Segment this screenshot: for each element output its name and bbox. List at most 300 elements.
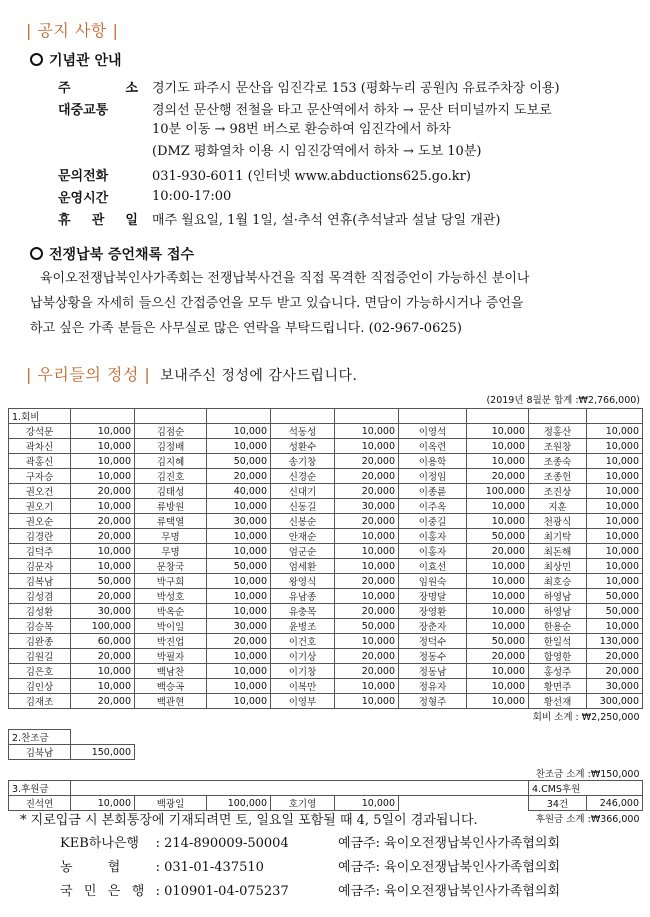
donor-name: 한용순	[529, 619, 587, 634]
donor-amount: 100,000	[207, 796, 271, 811]
donor-name: 이기상	[271, 649, 335, 664]
donor-amount: 20,000	[335, 649, 399, 664]
info-value: 경기도 파주시 문산읍 임진각로 153 (평화누리 공원內 유료주차장 이용)	[152, 80, 560, 96]
bank-account: 214-890009-50004	[164, 836, 289, 851]
donor-amount: 20,000	[335, 664, 399, 679]
donor-name: 신대기	[271, 484, 335, 499]
donor-name: 이복만	[271, 679, 335, 694]
donor-amount: 10,000	[467, 589, 529, 604]
support-subtotal: 후원금 소계 :₩366,000	[535, 814, 640, 825]
donor-name: 이정임	[399, 469, 467, 484]
donor-amount: 20,000	[71, 649, 135, 664]
donor-name: 최기탁	[529, 529, 587, 544]
donor-amount: 20,000	[207, 469, 271, 484]
donor-name: 박옥순	[135, 604, 207, 619]
bank-name: KEB하나은행 :	[60, 836, 160, 851]
donor-amount: 10,000	[467, 619, 529, 634]
donor-amount: 10,000	[335, 559, 399, 574]
donor-name: 신경순	[271, 469, 335, 484]
empty-cell	[335, 730, 399, 745]
table-row	[9, 544, 643, 559]
donor-name: 백광일	[135, 796, 207, 811]
cms-label: 4.CMS후원	[529, 781, 643, 796]
table-row	[9, 514, 643, 529]
donor-amount: 10,000	[587, 439, 643, 454]
donor-name: 지훈	[529, 499, 587, 514]
donor-amount: 50,000	[335, 619, 399, 634]
donor-name: 이홍자	[399, 529, 467, 544]
donor-amount: 10,000	[587, 454, 643, 469]
donor-amount: 10,000	[467, 514, 529, 529]
donor-amount: 10,000	[335, 439, 399, 454]
donor-name: 엄군순	[271, 544, 335, 559]
donor-name: 정동수	[399, 649, 467, 664]
donor-amount: 20,000	[467, 469, 529, 484]
donor-name: 권오순	[9, 514, 71, 529]
donor-name: 신동길	[271, 499, 335, 514]
donor-name: 임원숙	[399, 574, 467, 589]
transport-continued: 10분 이동 → 98번 버스로 환승하여 임진각에서 하차	[152, 122, 451, 137]
donor-amount: 10,000	[467, 694, 529, 709]
empty-cell	[71, 730, 135, 745]
donor-amount: 10,000	[587, 529, 643, 544]
donor-amount: 10,000	[335, 424, 399, 439]
donor-amount: 10,000	[207, 604, 271, 619]
bank-holder: 예금주: 육이오전쟁납북인사가족협의회	[338, 884, 560, 899]
info-label: 대중교통	[58, 102, 109, 118]
table-row	[9, 619, 643, 634]
paragraph-line: 납북상황을 자세히 들으신 간접증언을 모두 받고 있습니다. 면담이 가능하시거나 증언을	[30, 296, 524, 311]
donor-name: 김재조	[9, 694, 71, 709]
bank-row	[60, 856, 560, 875]
donor-name: 류택열	[135, 514, 207, 529]
donor-amount: 10,000	[467, 439, 529, 454]
donor-name: 정덕수	[399, 634, 467, 649]
donor-name: 엄세환	[271, 559, 335, 574]
donor-amount: 10,000	[71, 559, 135, 574]
donor-name: 장춘자	[399, 619, 467, 634]
donor-amount: 30,000	[587, 679, 643, 694]
circle-bullet-icon	[30, 53, 43, 66]
bank-account: 010901-04-075237	[164, 884, 289, 899]
donor-amount: 10,000	[207, 529, 271, 544]
info-label: 운영시간	[58, 190, 109, 206]
donor-amount: 10,000	[71, 454, 135, 469]
donor-amount: 10,000	[467, 679, 529, 694]
empty-cell	[529, 745, 587, 760]
empty-cell	[399, 781, 467, 796]
empty-cell	[135, 730, 207, 745]
donor-amount: 20,000	[335, 574, 399, 589]
info-value: 031-930-6011 (인터넷 www.abductions625.go.kr)	[152, 168, 471, 184]
donor-amount: 10,000	[587, 574, 643, 589]
donor-name: 이기창	[271, 664, 335, 679]
testimony-paragraph	[30, 266, 620, 341]
donor-amount: 20,000	[71, 514, 135, 529]
donor-amount: 10,000	[467, 454, 529, 469]
donation-total: (2019년 8월분 합계 :₩2,766,000)	[486, 395, 640, 406]
empty-cell	[467, 745, 529, 760]
donations-subtitle: 보내주신 정성에 감사드립니다.	[160, 368, 358, 384]
info-row-address	[58, 75, 638, 97]
donor-name: 호기영	[271, 796, 335, 811]
table-row	[9, 484, 643, 499]
donor-amount: 10,000	[335, 796, 399, 811]
empty-cell	[271, 781, 335, 796]
donor-name: 김성환	[9, 604, 71, 619]
donor-amount: 10,000	[71, 469, 135, 484]
donor-amount: 100,000	[71, 619, 135, 634]
donor-amount: 40,000	[207, 484, 271, 499]
table-row	[9, 694, 643, 709]
donor-name: 이옥련	[399, 439, 467, 454]
donor-amount: 50,000	[467, 634, 529, 649]
donor-name: 권오기	[9, 499, 71, 514]
donor-name: 장명달	[399, 589, 467, 604]
paragraph-line: 육이오전쟁납북인사가족회는 전쟁납북사건을 직접 목격한 직접증언이 가능하신 분이나	[40, 271, 530, 286]
transport-continued: (DMZ 평화열차 이용 시 임진강역에서 하차 → 도보 10분)	[152, 144, 482, 159]
table-row	[9, 679, 643, 694]
donor-name: 윤병조	[271, 619, 335, 634]
subtotal-row	[9, 766, 643, 781]
donor-name: 류방원	[135, 499, 207, 514]
donor-amount: 10,000	[587, 544, 643, 559]
donor-amount: 10,000	[467, 604, 529, 619]
empty-cell	[467, 781, 529, 796]
table-row	[9, 589, 643, 604]
testimony-heading	[30, 244, 194, 264]
donor-name: 이영부	[271, 694, 335, 709]
info-label: 휴 관 일	[58, 212, 138, 228]
empty-cell	[587, 745, 643, 760]
testimony-heading-text: 전쟁납북 증언채록 접수	[49, 247, 194, 263]
donor-amount: 10,000	[207, 679, 271, 694]
donor-name: 김완종	[9, 634, 71, 649]
donor-name: 유충목	[271, 604, 335, 619]
group-label-row	[9, 409, 643, 424]
donor-name: 강석문	[9, 424, 71, 439]
empty-cell	[71, 781, 135, 796]
info-value: 10:00-17:00	[152, 188, 232, 204]
donor-amount: 20,000	[71, 694, 135, 709]
donor-amount: 20,000	[335, 514, 399, 529]
group-label: 3.후원금	[9, 781, 71, 796]
donor-amount: 20,000	[467, 544, 529, 559]
donor-name: 김진호	[135, 469, 207, 484]
donor-name: 왕영식	[271, 574, 335, 589]
donor-name: 김정배	[135, 439, 207, 454]
donor-name: 최호승	[529, 574, 587, 589]
donor-name: 박진업	[135, 634, 207, 649]
donor-amount: 20,000	[467, 649, 529, 664]
donor-name: 이효선	[399, 559, 467, 574]
donor-amount: 10,000	[467, 664, 529, 679]
donor-name: 천광식	[529, 514, 587, 529]
donor-amount: 100,000	[467, 484, 529, 499]
empty-cell	[271, 730, 335, 745]
donor-amount: 50,000	[587, 604, 643, 619]
donor-amount: 10,000	[71, 796, 135, 811]
donor-amount: 60,000	[71, 634, 135, 649]
empty-cell	[207, 745, 271, 760]
donor-name: 한일석	[529, 634, 587, 649]
empty-cell	[529, 730, 587, 745]
donor-name: 조종숙	[529, 454, 587, 469]
empty-cell	[529, 409, 587, 424]
donor-name: 문창국	[135, 559, 207, 574]
donor-amount: 30,000	[335, 499, 399, 514]
donor-name: 조종헌	[529, 469, 587, 484]
table-row	[9, 439, 643, 454]
info-label: 문의전화	[58, 168, 109, 184]
donor-amount: 130,000	[587, 634, 643, 649]
donor-amount: 10,000	[467, 499, 529, 514]
donor-name: 김인상	[9, 679, 71, 694]
donor-amount: 10,000	[71, 544, 135, 559]
donor-amount: 10,000	[71, 664, 135, 679]
donor-name: 김경란	[9, 529, 71, 544]
donor-amount: 30,000	[207, 514, 271, 529]
donor-amount: 30,000	[71, 604, 135, 619]
donor-amount: 300,000	[587, 694, 643, 709]
donor-amount: 10,000	[467, 424, 529, 439]
donor-name: 최상민	[529, 559, 587, 574]
cms-count: 34건	[529, 796, 587, 811]
donor-amount: 10,000	[335, 694, 399, 709]
empty-cell	[335, 409, 399, 424]
donor-amount: 10,000	[587, 469, 643, 484]
donor-name: 김승목	[9, 619, 71, 634]
bank-holder: 예금주: 육이오전쟁납북인사가족협의회	[338, 836, 560, 851]
donor-amount: 10,000	[207, 544, 271, 559]
empty-cell	[71, 409, 135, 424]
donor-amount: 10,000	[71, 499, 135, 514]
donor-name: 권오건	[9, 484, 71, 499]
donor-name: 곽홍신	[9, 454, 71, 469]
donor-amount: 10,000	[207, 694, 271, 709]
table-row	[9, 469, 643, 484]
donor-amount: 10,000	[335, 529, 399, 544]
donor-name: 유남종	[271, 589, 335, 604]
donor-name: 무명	[135, 544, 207, 559]
table-row	[9, 649, 643, 664]
donor-amount: 50,000	[587, 589, 643, 604]
bank-name: 국 민 은 행 :	[60, 884, 160, 899]
empty-cell	[335, 781, 399, 796]
empty-cell	[271, 745, 335, 760]
donor-amount: 20,000	[335, 469, 399, 484]
donor-amount: 10,000	[207, 424, 271, 439]
donor-amount: 10,000	[587, 484, 643, 499]
donor-name: 박이일	[135, 619, 207, 634]
donor-name: 하영남	[529, 589, 587, 604]
donor-name: 백승곡	[135, 679, 207, 694]
donor-amount: 20,000	[71, 529, 135, 544]
empty-cell	[135, 781, 207, 796]
donations-title	[26, 362, 357, 385]
donor-amount: 10,000	[335, 634, 399, 649]
donor-name: 함영한	[529, 649, 587, 664]
group-label: 2.찬조금	[9, 730, 71, 745]
table-row	[9, 559, 643, 574]
table-row	[9, 604, 643, 619]
memorial-heading	[30, 50, 122, 70]
donor-amount: 10,000	[587, 499, 643, 514]
donor-name: 김성겸	[9, 589, 71, 604]
donor-name: 김문자	[9, 559, 71, 574]
footer	[20, 808, 478, 834]
donor-amount: 20,000	[335, 454, 399, 469]
donor-amount: 10,000	[207, 574, 271, 589]
bank-name: 농 협 :	[60, 860, 160, 875]
donor-name: 황면주	[529, 679, 587, 694]
donor-amount: 10,000	[467, 574, 529, 589]
donor-name: 성환수	[271, 439, 335, 454]
bank-holder: 예금주: 육이오전쟁납북인사가족협의회	[338, 860, 560, 875]
table-row	[9, 574, 643, 589]
donor-name: 안재순	[271, 529, 335, 544]
table-row	[9, 529, 643, 544]
donor-amount: 20,000	[335, 484, 399, 499]
empty-cell	[335, 745, 399, 760]
table-row	[9, 664, 643, 679]
memorial-heading-text: 기념관 안내	[49, 53, 122, 69]
table-row	[9, 424, 643, 439]
empty-cell	[399, 730, 467, 745]
empty-cell	[399, 409, 467, 424]
donation-table	[8, 408, 643, 825]
donor-name: 백남찬	[135, 664, 207, 679]
memorial-info	[58, 75, 638, 229]
donor-name: 김지혜	[135, 454, 207, 469]
donor-name: 김은호	[9, 664, 71, 679]
donor-name: 황선재	[529, 694, 587, 709]
group-label: 1.회비	[9, 409, 71, 424]
donor-amount: 20,000	[587, 664, 643, 679]
donor-amount: 10,000	[207, 664, 271, 679]
circle-bullet-icon	[30, 247, 43, 260]
donor-amount: 10,000	[335, 544, 399, 559]
empty-cell	[135, 409, 207, 424]
donor-name: 김북남	[9, 745, 71, 760]
donor-name: 김원길	[9, 649, 71, 664]
donor-name: 김태성	[135, 484, 207, 499]
bank-row	[60, 832, 560, 851]
donor-amount: 10,000	[467, 559, 529, 574]
empty-cell	[135, 745, 207, 760]
empty-cell	[399, 745, 467, 760]
donor-name: 무명	[135, 529, 207, 544]
info-row-closed	[58, 207, 638, 229]
donor-amount: 20,000	[335, 604, 399, 619]
donor-amount: 10,000	[587, 619, 643, 634]
donor-amount: 10,000	[207, 499, 271, 514]
donor-name: 신봉순	[271, 514, 335, 529]
cms-amount: 246,000	[587, 796, 643, 811]
table-row	[9, 634, 643, 649]
donor-amount: 10,000	[587, 514, 643, 529]
donor-name: 조원창	[529, 439, 587, 454]
group-label-row	[9, 730, 643, 745]
info-row-phone	[58, 163, 638, 185]
donor-amount: 10,000	[335, 679, 399, 694]
donor-name: 이중길	[399, 514, 467, 529]
donor-name: 정홍산	[529, 424, 587, 439]
table-row	[9, 454, 643, 469]
paragraph-line: 하고 싶은 가족 분들은 사무실로 많은 연락을 부탁드립니다. (02-967-0625)	[30, 321, 462, 336]
info-label: 주 소	[58, 80, 138, 96]
donor-name: 진석연	[9, 796, 71, 811]
donor-amount: 20,000	[71, 484, 135, 499]
donor-amount: 150,000	[71, 745, 135, 760]
empty-cell	[587, 409, 643, 424]
donor-name: 하영남	[529, 604, 587, 619]
donor-name: 박구희	[135, 574, 207, 589]
donor-amount: 10,000	[71, 679, 135, 694]
donor-name: 정유자	[399, 679, 467, 694]
membership-subtotal: 회비 소계 : ₩2,250,000	[532, 712, 640, 723]
donor-name: 김복남	[9, 574, 71, 589]
donor-name: 이종륜	[399, 484, 467, 499]
info-row-transport	[58, 97, 638, 119]
donor-name: 박성호	[135, 589, 207, 604]
donor-name: 조진상	[529, 484, 587, 499]
donor-name: 김점순	[135, 424, 207, 439]
donor-amount: 50,000	[71, 574, 135, 589]
donor-amount: 10,000	[587, 559, 643, 574]
donor-name: 김덕주	[9, 544, 71, 559]
donor-name: 정동남	[399, 664, 467, 679]
bank-account: 031-01-437510	[164, 860, 264, 875]
notice-title: | 공지 사항 |	[26, 21, 119, 40]
donor-name: 이주옥	[399, 499, 467, 514]
giro-note: * 지로입금 시 본회통장에 기재되려면 토, 일요일 포함될 때 4, 5일이 경과됩니다.	[20, 813, 478, 828]
info-row-hours	[58, 185, 638, 207]
empty-cell	[467, 730, 529, 745]
info-value: 경의선 문산행 전철을 타고 문산역에서 하차 → 문산 터미널까지 도보로	[152, 102, 552, 118]
donor-name: 석동성	[271, 424, 335, 439]
donor-amount: 10,000	[207, 439, 271, 454]
bank-row	[60, 880, 560, 899]
donor-name: 구자승	[9, 469, 71, 484]
donor-name: 곽차신	[9, 439, 71, 454]
donor-amount: 10,000	[587, 424, 643, 439]
donor-name: 이홍자	[399, 544, 467, 559]
donor-amount: 20,000	[71, 589, 135, 604]
empty-cell	[467, 409, 529, 424]
donor-amount: 10,000	[207, 649, 271, 664]
table-row	[9, 499, 643, 514]
sponsor-subtotal: 찬조금 소계 :₩150,000	[535, 769, 640, 780]
donor-amount: 20,000	[587, 649, 643, 664]
donor-amount: 10,000	[207, 589, 271, 604]
donor-name: 이용학	[399, 454, 467, 469]
donor-amount: 50,000	[207, 559, 271, 574]
donor-name: 최돈해	[529, 544, 587, 559]
empty-cell	[587, 730, 643, 745]
donor-name: 송기창	[271, 454, 335, 469]
donor-name: 이건호	[271, 634, 335, 649]
donor-name: 백관현	[135, 694, 207, 709]
donor-amount: 10,000	[335, 589, 399, 604]
empty-cell	[207, 409, 271, 424]
group-label-row	[9, 781, 643, 796]
donor-amount: 20,000	[207, 634, 271, 649]
donor-amount: 30,000	[207, 619, 271, 634]
donor-amount: 50,000	[467, 529, 529, 544]
empty-cell	[207, 781, 271, 796]
donor-name: 박필자	[135, 649, 207, 664]
